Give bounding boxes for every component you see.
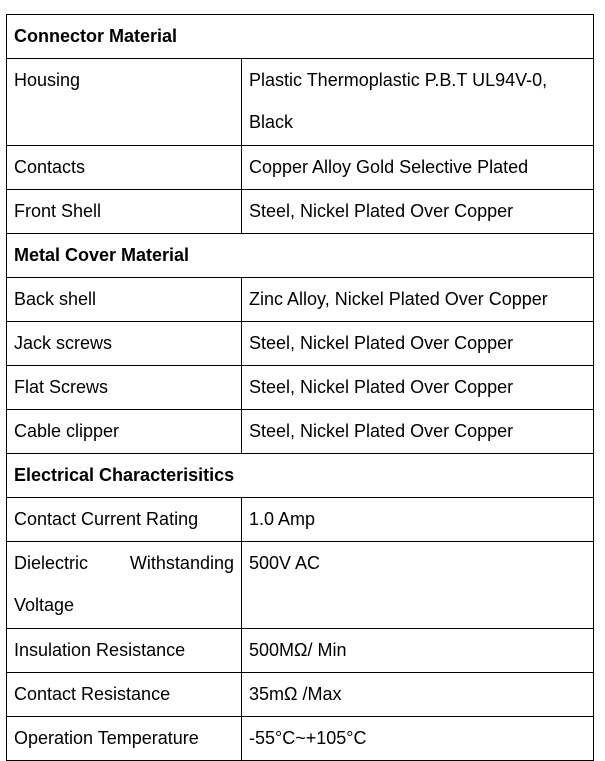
table-row [7, 146, 594, 190]
row-label: Contacts [7, 146, 242, 190]
row-label: Jack screws [7, 322, 242, 366]
table-row [7, 629, 594, 673]
table-row [7, 498, 594, 542]
row-label: Housing [7, 59, 242, 146]
row-value: -55°C~+105°C [242, 717, 594, 761]
table-row [7, 542, 594, 629]
row-value: Steel, Nickel Plated Over Copper [242, 410, 594, 454]
row-label: Front Shell [7, 190, 242, 234]
row-value: 500V AC [242, 542, 594, 629]
section-title: Electrical Characterisitics [7, 454, 594, 498]
row-value: 1.0 Amp [242, 498, 594, 542]
table-row [7, 322, 594, 366]
table-row [7, 190, 594, 234]
row-value: Steel, Nickel Plated Over Copper [242, 366, 594, 410]
row-value: Steel, Nickel Plated Over Copper [242, 322, 594, 366]
row-value: 35mΩ /Max [242, 673, 594, 717]
section-title: Connector Material [7, 15, 594, 59]
row-label: Insulation Resistance [7, 629, 242, 673]
row-label: Contact Resistance [7, 673, 242, 717]
row-label: Dielectric Withstanding Voltage [7, 542, 242, 629]
table-row [7, 366, 594, 410]
row-value: Zinc Alloy, Nickel Plated Over Copper [242, 278, 594, 322]
row-value: Copper Alloy Gold Selective Plated [242, 146, 594, 190]
table-row [7, 717, 594, 761]
row-value: 500MΩ/ Min [242, 629, 594, 673]
row-label: Operation Temperature [7, 717, 242, 761]
row-label: Cable clipper [7, 410, 242, 454]
row-label: Flat Screws [7, 366, 242, 410]
section-row [7, 15, 594, 59]
row-value: Steel, Nickel Plated Over Copper [242, 190, 594, 234]
section-row [7, 454, 594, 498]
row-label: Back shell [7, 278, 242, 322]
section-title: Metal Cover Material [7, 234, 594, 278]
section-row [7, 234, 594, 278]
row-value: Plastic Thermoplastic P.B.T UL94V-0, Black [242, 59, 594, 146]
row-label: Contact Current Rating [7, 498, 242, 542]
table-row [7, 59, 594, 146]
spec-table [6, 14, 594, 761]
table-row [7, 673, 594, 717]
table-row [7, 410, 594, 454]
table-row [7, 278, 594, 322]
